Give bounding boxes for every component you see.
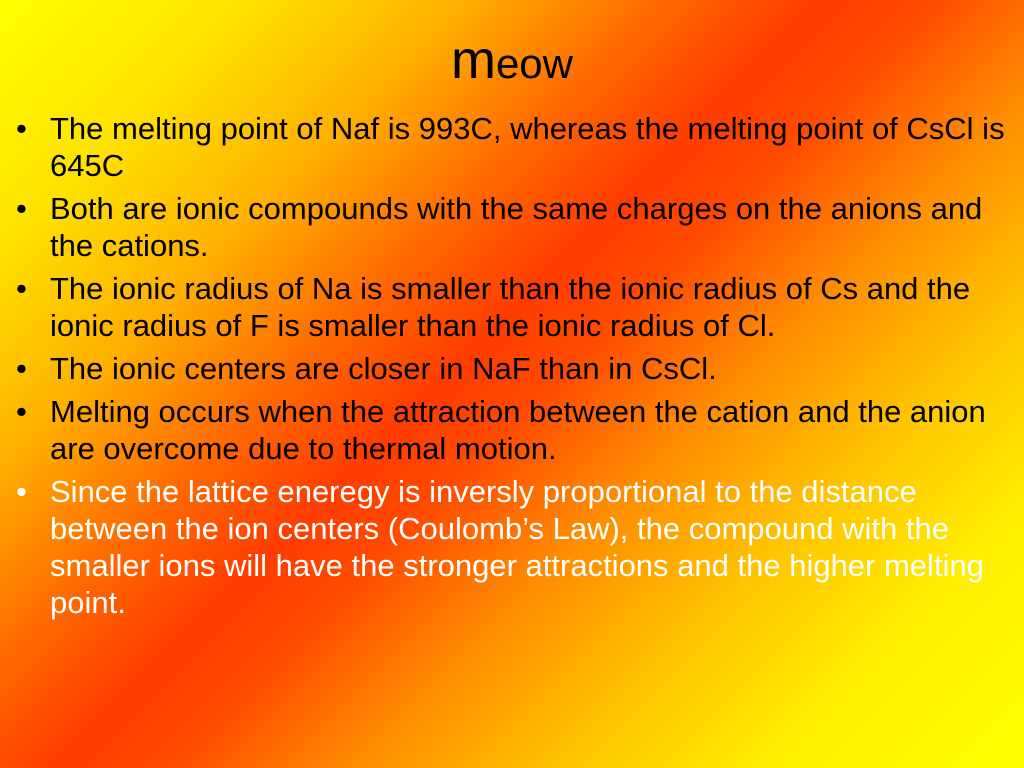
bullet-list (16, 110, 1011, 627)
bullet-text: The ionic radius of Na is smaller than the ionic radius of Cs and the ionic radius of F is smaller than the ionic radius of Cl. (50, 271, 971, 343)
bullet-dot: • (16, 351, 27, 386)
bullet-item (16, 350, 1011, 387)
slide-title-first-letter: m (450, 30, 496, 90)
bullet-item (16, 270, 1011, 344)
bullet-dot: • (16, 271, 27, 306)
bullet-item-highlighted (16, 473, 1011, 621)
bullet-text: Melting occurs when the attraction between the cation and the anion are overcome due to thermal motion. (50, 394, 986, 466)
bullet-dot: • (16, 474, 27, 509)
bullet-text: The melting point of Naf is 993C, whereas the melting point of CsCl is 645C (50, 111, 1005, 183)
bullet-dot: • (16, 111, 27, 146)
slide-title-rest: eow (495, 40, 574, 87)
bullet-item (16, 393, 1011, 467)
bullet-item (16, 190, 1011, 264)
bullet-text: Since the lattice eneregy is inversly proportional to the distance between the ion centers (Coulomb’s Law), the compound with the smaller ions will have the stronger attractions and the higher melting point. (50, 474, 984, 620)
bullet-dot: • (16, 394, 27, 429)
bullet-text: Both are ionic compounds with the same charges on the anions and the cations. (50, 191, 983, 263)
bullet-text: The ionic centers are closer in NaF than in CsCl. (50, 351, 717, 386)
slide-title (0, 32, 1024, 92)
bullet-dot: • (16, 191, 27, 226)
bullet-item (16, 110, 1011, 184)
